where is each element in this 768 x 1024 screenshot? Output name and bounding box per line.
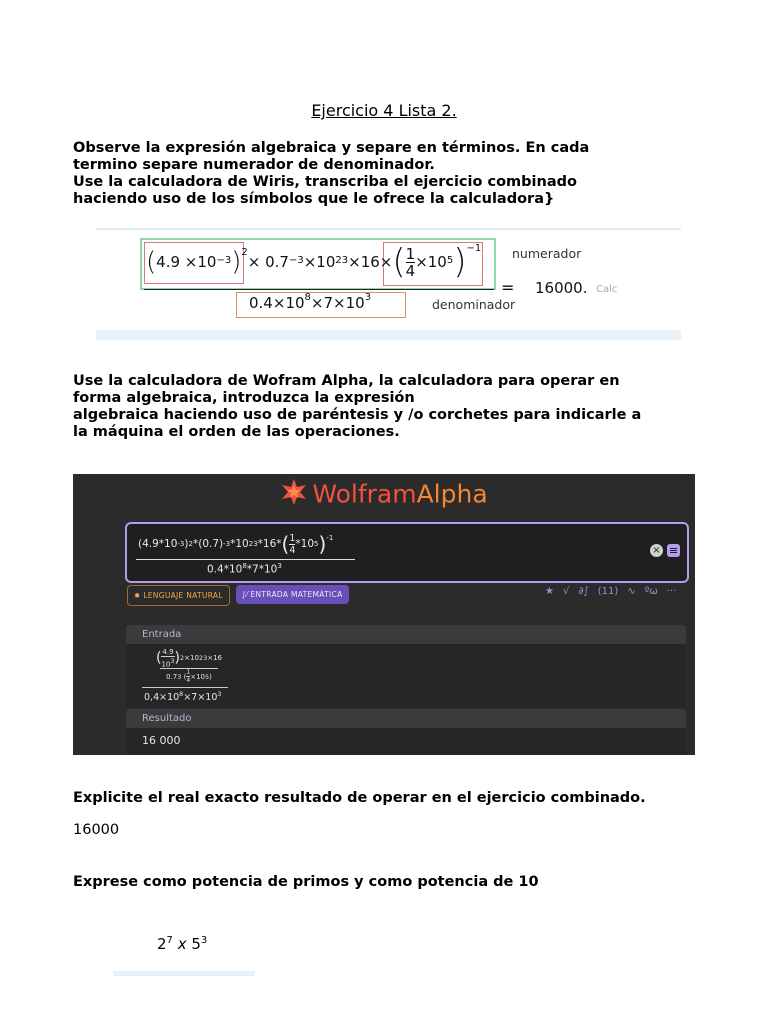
divider	[96, 228, 681, 230]
input-pod-header: Entrada	[126, 625, 686, 644]
input-denominator: $0.4*10^8*7*10^3$	[207, 562, 282, 576]
fraction: $\frac{1}{4}$	[405, 244, 416, 280]
toolbar	[545, 586, 685, 597]
input-numerator: (4.9*10 -3 ) 2 *(0.7) -3 *10 23 *16* ( $\frac{1}{4}$ *10 5 ) $^{-1}$	[138, 532, 334, 556]
submit-icon[interactable]	[667, 544, 680, 557]
natural-language-button[interactable]: ✹ LENGUAJE NATURAL	[127, 585, 230, 606]
paragraph-line: forma algebraica, introduzca la expresión	[73, 390, 415, 406]
more-icon[interactable]: ···	[666, 586, 677, 597]
wiris-result: 16000.	[535, 279, 588, 297]
calc-button[interactable]: Calc	[596, 284, 618, 295]
fraction-icon: ∫⁄	[242, 590, 248, 599]
calculus-icon[interactable]: ∂∫	[578, 586, 589, 597]
clear-icon[interactable]: ×	[650, 544, 663, 557]
math-input-field[interactable]	[125, 522, 689, 583]
math-input-button[interactable]: ∫⁄ ENTRADA MATEMÁTICA	[236, 585, 349, 604]
result-value: 16 000	[142, 734, 181, 747]
instructions-wiris	[73, 140, 713, 208]
input-interpretation: ( $\frac{4.9}{10^3}$ ) 2 × 10 23 × 16 0.7 3 ( $\frac{1}{4}$ × 10 5 )	[156, 648, 223, 685]
wolfram-logo: WolframAlpha	[73, 478, 695, 510]
equals-sign: =	[501, 278, 515, 297]
paragraph-line: Use la calculadora de Wiris, transcriba el ejercicio combinado	[73, 174, 577, 190]
answer-exact-result: 16000	[73, 822, 120, 838]
wave-icon[interactable]: ∿	[627, 586, 636, 597]
paragraph-line: la máquina el orden de las operaciones.	[73, 424, 400, 440]
paragraph-line: Observe la expresión algebraica y separe en términos. En cada	[73, 140, 590, 156]
numerator-label: numerador	[512, 246, 582, 261]
input-pod-body	[126, 644, 686, 707]
wiris-calculator-image	[96, 228, 681, 340]
input-fraction-bar	[136, 559, 355, 560]
result-pod-header: Resultado	[126, 709, 686, 728]
fraction-bar	[144, 289, 494, 290]
page-title: Ejercicio 4 Lista 2.	[311, 101, 457, 120]
paragraph-line: Use la calculadora de Wofram Alpha, la calculadora para operar en	[73, 373, 620, 389]
question-prime-powers: Exprese como potencia de primos y como potencia de 10	[73, 874, 539, 890]
favorite-icon[interactable]: ★	[545, 586, 554, 597]
sqrt-icon[interactable]: √	[562, 586, 570, 597]
input-denominator-display: $0,4\times 10^8\times 7\times 10^3$	[144, 690, 222, 704]
wolfram-star-icon	[280, 478, 308, 510]
wiris-numerator: ( 4.9 × 10 $^{-3}$ ) $^2$ × 0.7 $^{-3}$ × 10 $^{23}$ × 16 × ( $\frac{1}{4}$ × 10 $^5$ ) $^{-1}$	[146, 242, 482, 282]
paragraph-line: termino separe numerador de denominador.	[73, 157, 435, 173]
matrix-icon[interactable]: (11)	[597, 586, 619, 597]
scrollbar-strip	[113, 971, 255, 976]
paragraph-line: haciendo uso de los símbolos que le ofrece la calculadora}	[73, 191, 555, 207]
units-icon[interactable]: ºω	[644, 586, 658, 597]
question-exact-result: Explicite el real exacto resultado de operar en el ejercicio combinado.	[73, 790, 646, 806]
instructions-wolfram	[73, 373, 713, 441]
answer-prime-powers: $2^7$ x $5^3$	[157, 935, 208, 953]
scrollbar-strip	[96, 330, 681, 340]
wolfram-alpha-screenshot	[73, 474, 695, 755]
sun-icon: ✹	[134, 591, 141, 600]
wiris-denominator: $0.4\times 10^8\times 7\times 10^3$	[249, 292, 372, 312]
paragraph-line: algebraica haciendo uso de paréntesis y /o corchetes para indicarle a	[73, 407, 642, 423]
result-fraction-bar	[142, 687, 228, 688]
result-pod-body	[126, 728, 686, 755]
denominator-label: denominador	[432, 297, 516, 312]
